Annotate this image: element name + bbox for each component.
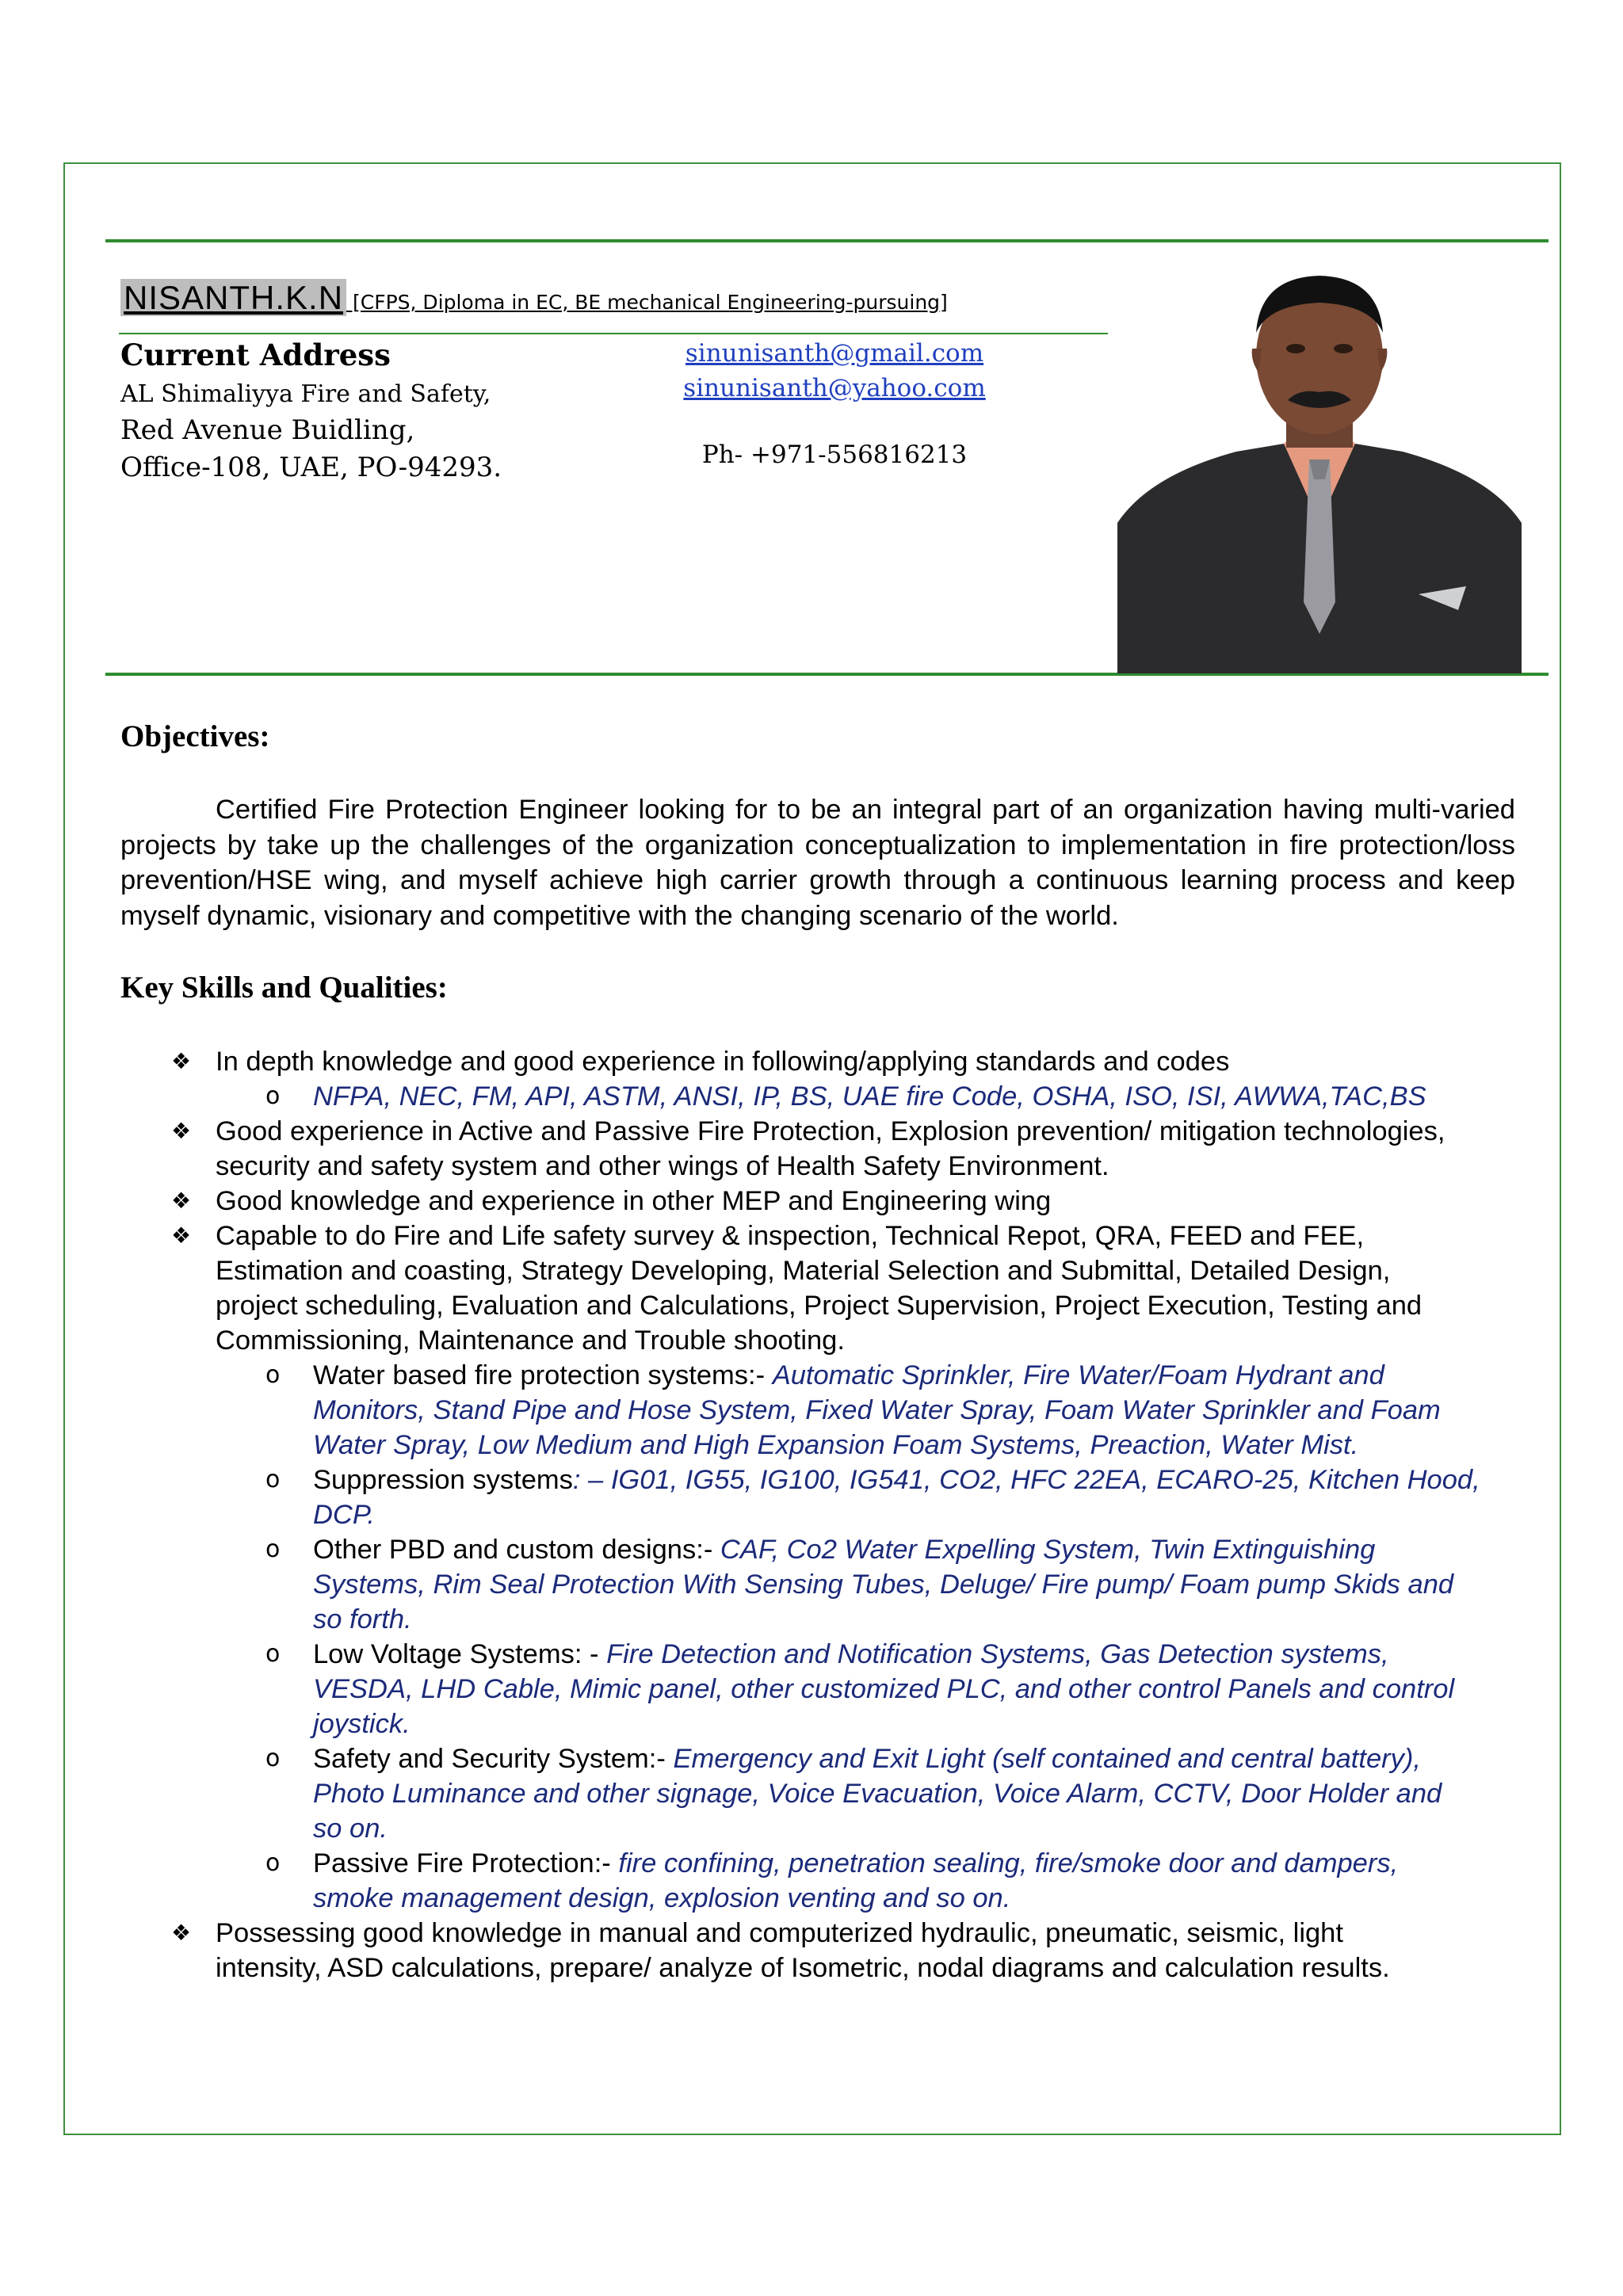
skill-item-4-line-3: project scheduling, Evaluation and Calculations, Project Supervision, Project Execution, Testing and	[216, 1291, 1423, 1321]
diamond-bullet-icon: ❖	[171, 1119, 192, 1143]
circle-bullet-icon: o	[265, 1745, 281, 1772]
system-low-voltage	[313, 1637, 1389, 1672]
skill-item-5-line-2: intensity, ASD calculations, prepare/ analyze of Isometric, nodal diagrams and calculation results.	[216, 1953, 1390, 1983]
circle-bullet-icon: o	[265, 1640, 281, 1668]
system-pbd-custom-line-1: CAF, Co2 Water Expelling System, Twin Extinguishing	[720, 1535, 1376, 1565]
system-safety-security-line-2: Photo Luminance and other signage, Voice Evacuation, Voice Alarm, CCTV, Door Holder and	[313, 1779, 1442, 1809]
header-top-rule	[105, 239, 1549, 242]
circle-bullet-icon: o	[265, 1361, 281, 1389]
system-water-based-label: Water based fire protection systems:-	[313, 1360, 773, 1390]
system-low-voltage-line-1: Fire Detection and Notification Systems, Gas Detection systems,	[606, 1639, 1389, 1669]
skill-item-1-standards: NFPA, NEC, FM, API, ASTM, ANSI, IP, BS, UAE fire Code, OSHA, ISO, ISI, AWWA,TAC,BS	[313, 1081, 1426, 1112]
email-yahoo-container	[648, 374, 1021, 402]
name-underline-rule	[119, 333, 1108, 334]
phone-number: Ph- +971-556816213	[701, 441, 968, 469]
system-safety-security	[313, 1741, 1421, 1776]
system-pbd-custom-label: Other PBD and custom designs:-	[313, 1535, 720, 1565]
profile-photo	[1117, 261, 1522, 673]
circle-bullet-icon: o	[265, 1082, 281, 1110]
system-safety-security-line-1: Emergency and Exit Light (self contained and central battery),	[673, 1744, 1421, 1774]
diamond-bullet-icon: ❖	[171, 1920, 192, 1945]
system-pbd-custom	[313, 1532, 1375, 1567]
system-suppression-line-1: : – IG01, IG55, IG100, IG541, CO2, HFC 22EA, ECARO-25, Kitchen Hood,	[572, 1465, 1480, 1495]
system-passive-fire-line-1: fire confining, penetration sealing, fire/smoke door and dampers,	[618, 1848, 1399, 1878]
system-low-voltage-line-3: joystick.	[313, 1709, 411, 1739]
system-water-based	[313, 1358, 1384, 1393]
skill-item-1: In depth knowledge and good experience in following/applying standards and codes	[216, 1047, 1230, 1077]
objectives-title: Objectives:	[120, 719, 270, 753]
address-line-3: Office-108, UAE, PO-94293.	[120, 452, 502, 483]
name-line	[120, 279, 948, 317]
system-water-based-line-2: Monitors, Stand Pipe and Hose System, Fixed Water Spray, Foam Water Sprinkler and Foam	[313, 1395, 1441, 1425]
system-passive-fire-label: Passive Fire Protection:-	[313, 1848, 619, 1878]
system-water-based-line-3: Water Spray, Low Medium and High Expansion Foam Systems, Preaction, Water Mist.	[313, 1430, 1359, 1460]
circle-bullet-icon: o	[265, 1535, 281, 1563]
address-line-2: Red Avenue Buidling,	[120, 414, 415, 446]
system-water-based-line-1: Automatic Sprinkler, Fire Water/Foam Hydrant and	[772, 1360, 1384, 1390]
diamond-bullet-icon: ❖	[171, 1223, 192, 1248]
email-link-yahoo[interactable]: sinunisanth@yahoo.com	[683, 374, 986, 402]
address-line-1: AL Shimaliyya Fire and Safety,	[120, 380, 491, 408]
circle-bullet-icon: o	[265, 1466, 281, 1493]
skill-item-4-line-2: Estimation and coasting, Strategy Developing, Material Selection and Submittal, Detailed Design,	[216, 1256, 1391, 1286]
circle-bullet-icon: o	[265, 1849, 281, 1877]
system-suppression-label: Suppression systems	[313, 1465, 573, 1495]
skill-item-2-line-2: security and safety system and other wings of Health Safety Environment.	[216, 1151, 1109, 1181]
skill-item-4-line-4: Commissioning, Maintenance and Trouble shooting.	[216, 1325, 845, 1356]
diamond-bullet-icon: ❖	[171, 1049, 192, 1074]
system-low-voltage-label: Low Voltage Systems: -	[313, 1639, 607, 1669]
objectives-text: Certified Fire Protection Engineer looking for to be an integral part of an organization having multi-varied projects by take up the challenges of the organization conceptualization to implementation in fire protection/loss prevention/HSE wing, and myself achieve high carrier growth through a continuous learning process and keep myself dynamic, visionary and competitive with the changing scenario of the world.	[120, 795, 1515, 931]
skill-item-4-line-1: Capable to do Fire and Life safety survey & inspection, Technical Repot, QRA, FEED and FEE,	[216, 1221, 1365, 1251]
system-passive-fire-line-2: smoke management design, explosion venting and so on.	[313, 1883, 1011, 1913]
skill-item-3: Good knowledge and experience in other MEP and Engineering wing	[216, 1186, 1052, 1216]
skills-title: Key Skills and Qualities:	[120, 971, 448, 1005]
address-heading: Current Address	[120, 338, 391, 372]
system-passive-fire	[313, 1846, 1398, 1881]
email-gmail-container	[648, 339, 1021, 368]
system-pbd-custom-line-2: Systems, Rim Seal Protection With Sensing Tubes, Deluge/ Fire pump/ Foam pump Skids and	[313, 1569, 1454, 1600]
system-safety-security-label: Safety and Security System:-	[313, 1744, 674, 1774]
system-safety-security-line-3: so on.	[313, 1814, 388, 1844]
candidate-name: NISANTH.K.N	[120, 279, 346, 316]
diamond-bullet-icon: ❖	[171, 1188, 192, 1213]
email-link-gmail[interactable]: sinunisanth@gmail.com	[685, 339, 984, 368]
system-suppression-line-2: DCP.	[313, 1500, 375, 1530]
qualifications: [CFPS, Diploma in EC, BE mechanical Engineering-pursuing]	[346, 291, 948, 314]
skill-item-2-line-1: Good experience in Active and Passive Fire Protection, Explosion prevention/ mitigation technologies,	[216, 1116, 1445, 1146]
system-pbd-custom-line-3: so forth.	[313, 1604, 412, 1634]
system-low-voltage-line-2: VESDA, LHD Cable, Mimic panel, other customized PLC, and other control Panels and control	[313, 1674, 1455, 1704]
skill-item-5-line-1: Possessing good knowledge in manual and computerized hydraulic, pneumatic, seismic, light	[216, 1918, 1343, 1948]
system-suppression	[313, 1463, 1480, 1497]
